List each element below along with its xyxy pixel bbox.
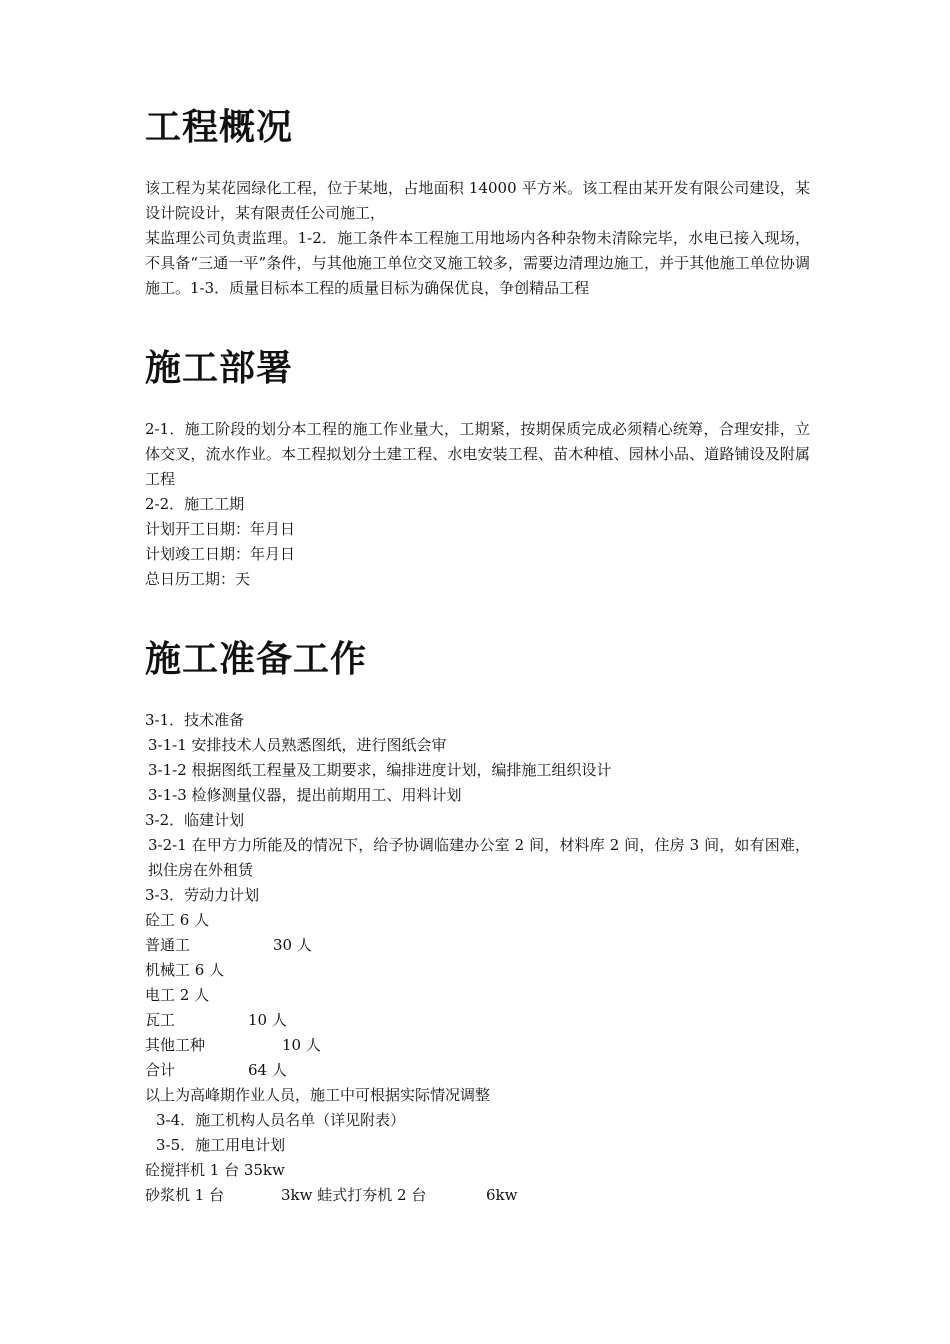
org-staff-heading: 3-4．施工机构人员名单（详见附表）: [156, 1111, 406, 1129]
equipment-line-1: 砼搅拌机 1 台 35kw: [145, 1161, 285, 1179]
labor-row: [145, 983, 810, 1008]
labor-name: 砼工 6 人: [145, 911, 210, 929]
temp-facility-heading: 3-2．临建计划: [145, 811, 245, 829]
planned-end-date: 计划竣工日期：年月日: [145, 545, 296, 563]
document-body: [145, 104, 810, 1208]
labor-row: [145, 933, 810, 958]
overview-paragraph-2: 某监理公司负责监理。1-2．施工条件本工程施工用地场内各种杂物未清除完毕，水电已接入现场，不具备“三通一平”条件，与其他施工单位交叉施工较多，需要边清理边施工，并于其他施工单位协调施工。1-3．质量目标本工程的质量目标为确保优良，争创精品工程: [145, 229, 810, 297]
section-title-preparation: 施工准备工作: [145, 639, 368, 680]
equipment-item: 6kw: [486, 1186, 518, 1204]
labor-list: [145, 908, 810, 1083]
labor-name: 其他工种: [145, 1036, 206, 1054]
overview-paragraph-1: 该工程为某花园绿化工程，位于某地，占地面积 14000 平方米。该工程由某开发有限公司建设，某设计院设计，某有限责任公司施工，: [145, 179, 810, 222]
labor-plan-heading: 3-3．劳动力计划: [145, 886, 260, 904]
tech-prep-item-2: 3-1-2 根据图纸工程量及工期要求，编排进度计划，编排施工组织设计: [148, 761, 612, 779]
labor-note: 以上为高峰期作业人员，施工中可根据实际情况调整: [145, 1086, 491, 1104]
labor-count: 30 人: [273, 936, 312, 954]
tech-prep-item-1: 3-1-1 安排技术人员熟悉图纸，进行图纸会审: [148, 736, 447, 754]
labor-name: 瓦工: [145, 1011, 176, 1029]
labor-row: [145, 1033, 810, 1058]
deployment-paragraph-1: 2-1．施工阶段的划分本工程的施工作业量大，工期紧，按期保质完成必须精心统筹，合理安排，立体交叉，流水作业。本工程拟划分土建工程、水电安装工程、苗木种植、园林小品、道路铺设及附属工程: [145, 420, 810, 488]
equipment-item: 砂浆机 1 台: [145, 1186, 225, 1204]
labor-name: 电工 2 人: [145, 986, 210, 1004]
labor-row: [145, 1058, 810, 1083]
power-plan-heading: 3-5．施工用电计划: [156, 1136, 286, 1154]
labor-row: [145, 908, 810, 933]
labor-count: 10 人: [248, 1011, 287, 1029]
planned-start-date: 计划开工日期：年月日: [145, 520, 296, 538]
temp-facility-paragraph: 3-2-1 在甲方力所能及的情况下，给予协调临建办公室 2 间，材料库 2 间，住房 3 间，如有困难，拟住房在外租赁: [148, 836, 810, 879]
equipment-item: 3kw 蛙式打夯机 2 台: [281, 1186, 427, 1204]
labor-name: 合计: [145, 1061, 176, 1079]
labor-row: [145, 958, 810, 983]
labor-count: 64 人: [248, 1061, 287, 1079]
section-title-overview: 工程概况: [145, 107, 294, 148]
tech-prep-heading: 3-1．技术准备: [145, 711, 245, 729]
schedule-heading: 2-2．施工工期: [145, 495, 245, 513]
total-duration: 总日历工期：天: [145, 570, 251, 588]
equipment-line-2: [145, 1183, 810, 1208]
section-title-deployment: 施工部署: [145, 348, 294, 389]
labor-name: 普通工: [145, 936, 191, 954]
labor-row: [145, 1008, 810, 1033]
labor-count: 10 人: [282, 1036, 321, 1054]
tech-prep-item-3: 3-1-3 检修测量仪器，提出前期用工、用料计划: [148, 786, 462, 804]
labor-name: 机械工 6 人: [145, 961, 225, 979]
